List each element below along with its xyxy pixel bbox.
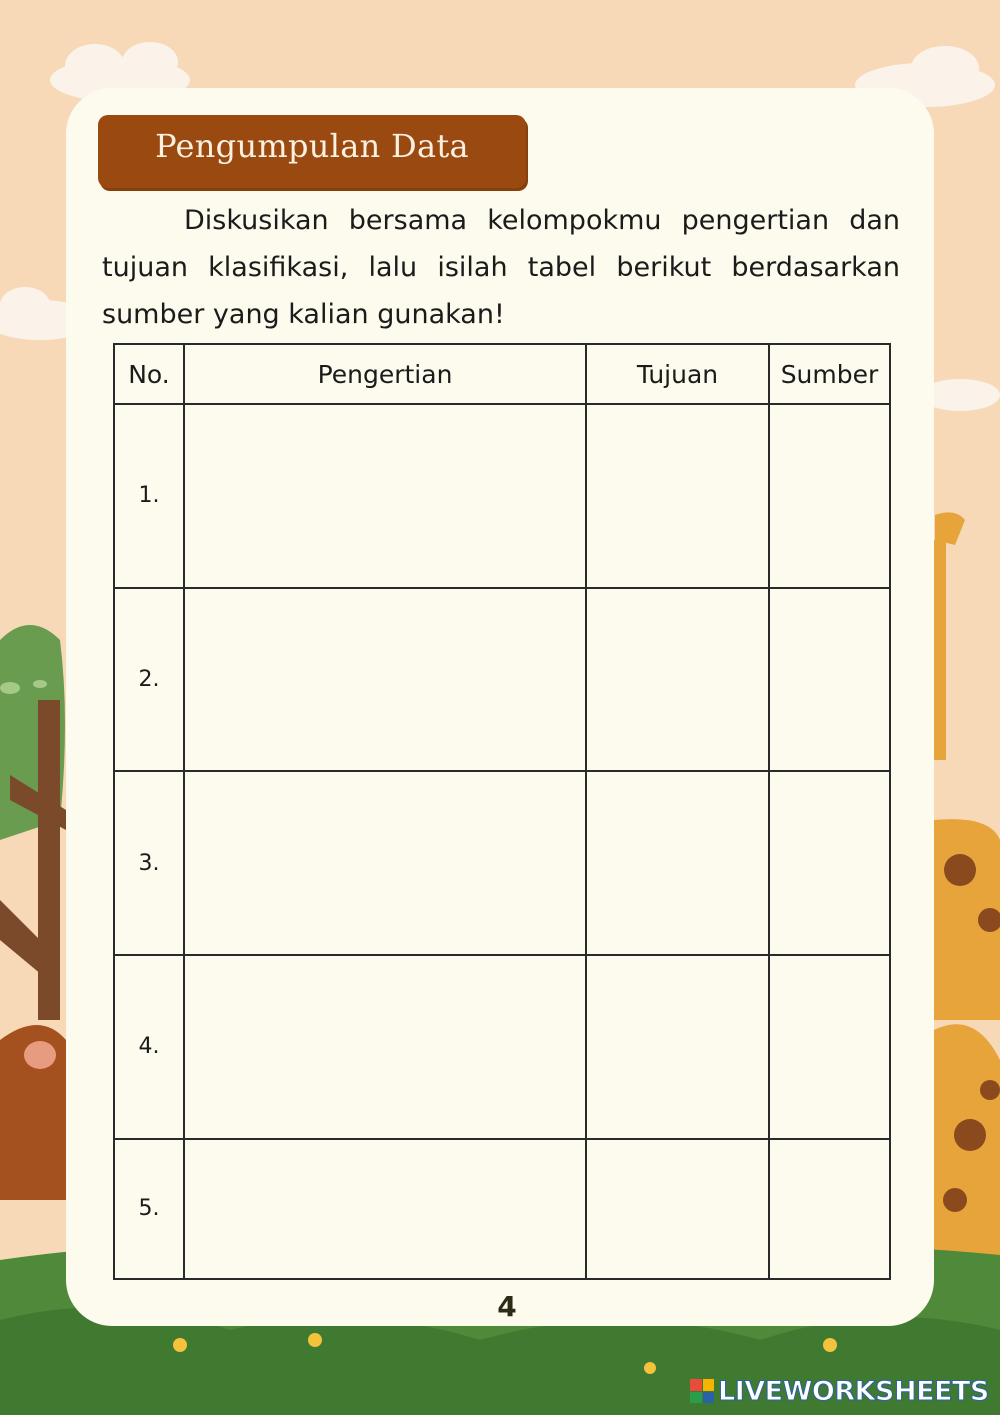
data-table — [113, 343, 891, 1280]
instructions-paragraph — [102, 197, 900, 338]
pengertian-cell[interactable] — [184, 404, 586, 588]
row-number: 2. — [114, 588, 184, 772]
table-row — [114, 404, 890, 588]
section-header — [98, 115, 526, 188]
row-number: 5. — [114, 1139, 184, 1280]
table-row — [114, 588, 890, 772]
instructions-line-3: sumber yang kalian gunakan! — [102, 299, 505, 330]
tujuan-cell[interactable] — [586, 771, 769, 955]
header-pengertian: Pengertian — [184, 344, 586, 404]
table-header-row — [114, 344, 890, 404]
brand-watermark — [690, 1376, 989, 1406]
page-number: 4 — [497, 1290, 517, 1323]
instructions-line-1: Diskusikan bersama kelompokmu pengertian dan — [184, 205, 900, 236]
sumber-cell[interactable] — [769, 771, 890, 955]
table-row — [114, 955, 890, 1139]
tujuan-cell[interactable] — [586, 955, 769, 1139]
header-sumber: Sumber — [769, 344, 890, 404]
pengertian-cell[interactable] — [184, 771, 586, 955]
sumber-cell[interactable] — [769, 404, 890, 588]
row-number: 3. — [114, 771, 184, 955]
sumber-cell[interactable] — [769, 955, 890, 1139]
row-number: 1. — [114, 404, 184, 588]
sumber-cell[interactable] — [769, 1139, 890, 1280]
table-row — [114, 771, 890, 955]
instructions-line-2: tujuan klasifikasi, lalu isilah tabel berikut berdasarkan — [102, 252, 900, 283]
row-number: 4. — [114, 955, 184, 1139]
pengertian-cell[interactable] — [184, 955, 586, 1139]
pengertian-cell[interactable] — [184, 1139, 586, 1280]
sumber-cell[interactable] — [769, 588, 890, 772]
section-title: Pengumpulan Data — [155, 127, 469, 165]
header-no: No. — [114, 344, 184, 404]
tujuan-cell[interactable] — [586, 588, 769, 772]
pengertian-cell[interactable] — [184, 588, 586, 772]
tujuan-cell[interactable] — [586, 1139, 769, 1280]
brand-name: LIVEWORKSHEETS — [718, 1375, 989, 1407]
header-tujuan: Tujuan — [586, 344, 769, 404]
liveworksheets-logo-icon — [690, 1379, 714, 1403]
table-row — [114, 1139, 890, 1280]
tujuan-cell[interactable] — [586, 404, 769, 588]
